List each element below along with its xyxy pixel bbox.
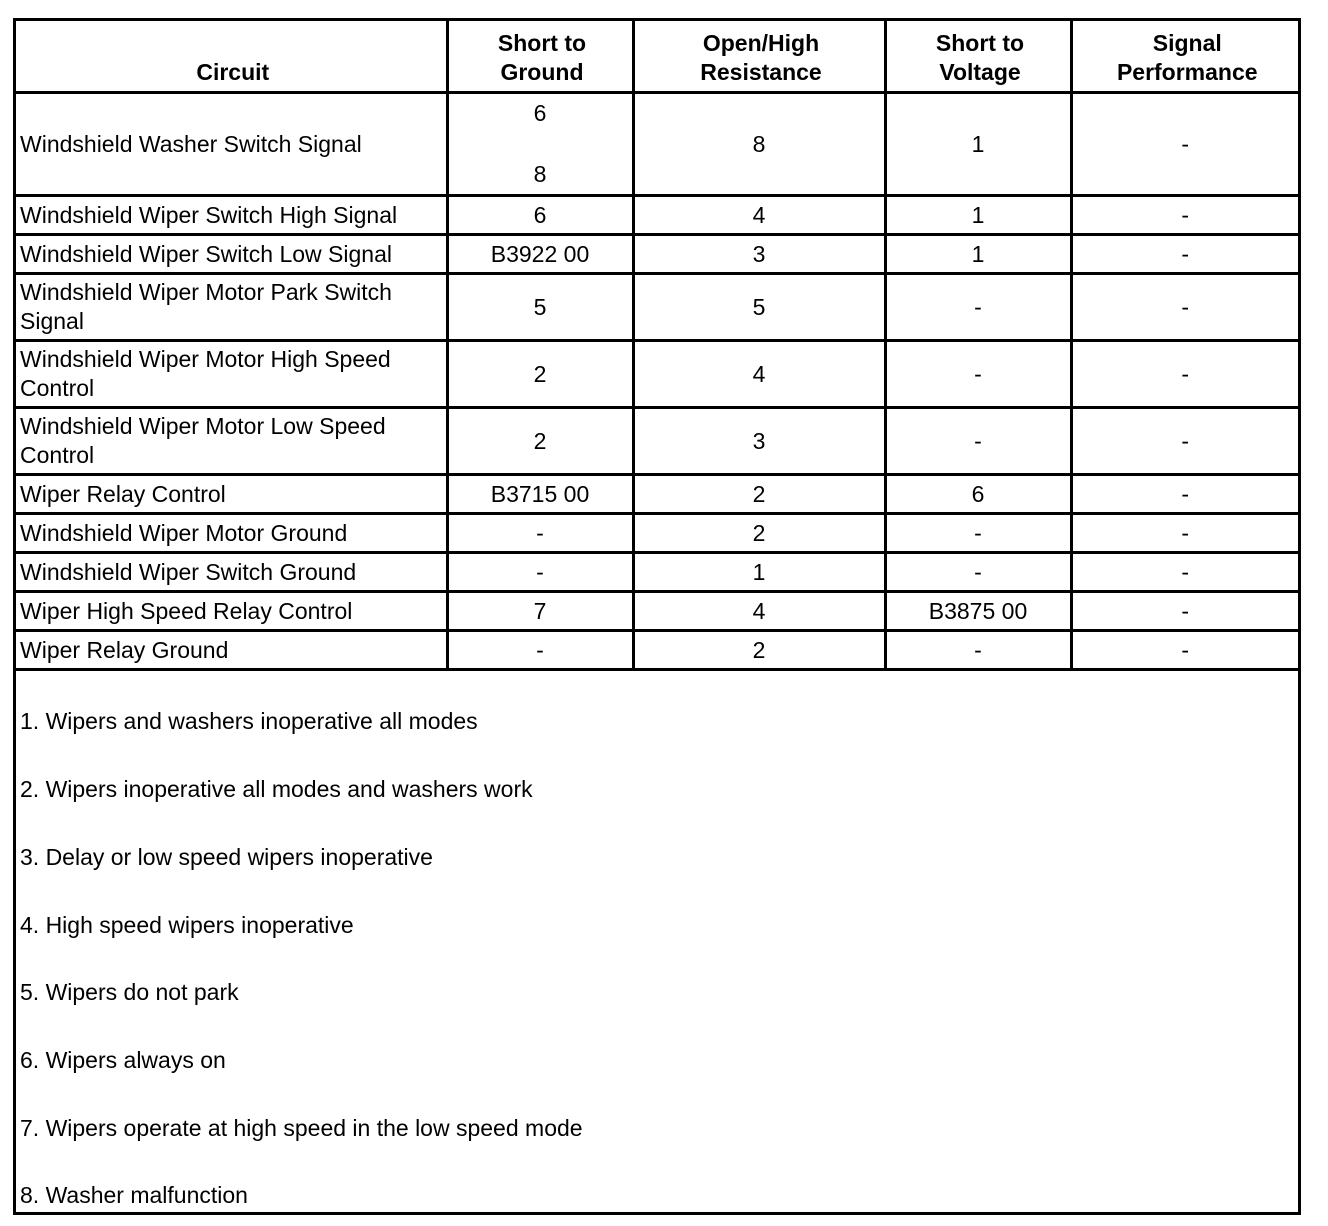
table-row — [16, 475, 1298, 514]
open-high-cell: 4 — [633, 592, 885, 631]
table-row — [16, 274, 1298, 341]
short-to-voltage-cell: - — [885, 274, 1071, 341]
short-to-ground-cell: 2 — [447, 408, 633, 475]
circuit-table — [16, 21, 1298, 671]
header-row — [16, 21, 1298, 93]
short-to-ground-cell: 6 8 — [447, 93, 633, 196]
signal-performance-cell: - — [1071, 93, 1298, 196]
header-signal-performance: Signal Performance — [1071, 21, 1298, 93]
short-to-voltage-cell: B3875 00 — [885, 592, 1071, 631]
short-to-ground-cell: - — [447, 514, 633, 553]
circuit-name: Windshield Wiper Motor Ground — [16, 514, 447, 553]
note-item: 3. Delay or low speed wipers inoperative — [20, 844, 433, 870]
open-high-cell: 2 — [633, 631, 885, 670]
table-row — [16, 514, 1298, 553]
open-high-cell: 5 — [633, 274, 885, 341]
short-to-ground-cell: B3715 00 — [447, 475, 633, 514]
short-to-voltage-cell: 1 — [885, 235, 1071, 274]
circuit-name: Windshield Wiper Motor Low Speed Control — [16, 408, 447, 475]
short-to-ground-cell: 7 — [447, 592, 633, 631]
header-short-to-ground: Short to Ground — [447, 21, 633, 93]
note-item: 2. Wipers inoperative all modes and washers work — [20, 776, 533, 802]
table-row — [16, 592, 1298, 631]
short-to-voltage-cell: - — [885, 514, 1071, 553]
circuit-name: Windshield Wiper Switch Ground — [16, 553, 447, 592]
circuit-name: Wiper High Speed Relay Control — [16, 592, 447, 631]
note-item: 5. Wipers do not park — [20, 979, 239, 1005]
open-high-cell: 4 — [633, 341, 885, 408]
short-to-voltage-cell: 1 — [885, 196, 1071, 235]
note-item: 7. Wipers operate at high speed in the low speed mode — [20, 1115, 583, 1141]
note-item: 6. Wipers always on — [20, 1047, 226, 1073]
short-to-ground-cell: B3922 00 — [447, 235, 633, 274]
signal-performance-cell: - — [1071, 553, 1298, 592]
table-row — [16, 553, 1298, 592]
circuit-name: Windshield Wiper Motor Park Switch Signal — [16, 274, 447, 341]
open-high-cell: 1 — [633, 553, 885, 592]
header-open-high-resistance: Open/High Resistance — [633, 21, 885, 93]
short-to-ground-cell: - — [447, 553, 633, 592]
symptom-notes — [16, 700, 1298, 1212]
circuit-name: Wiper Relay Control — [16, 475, 447, 514]
open-high-cell: 3 — [633, 235, 885, 274]
open-high-cell: 3 — [633, 408, 885, 475]
circuit-name: Windshield Wiper Motor High Speed Control — [16, 341, 447, 408]
short-to-voltage-cell: 6 — [885, 475, 1071, 514]
signal-performance-cell: - — [1071, 341, 1298, 408]
table-row — [16, 196, 1298, 235]
circuit-name: Wiper Relay Ground — [16, 631, 447, 670]
short-to-voltage-cell: - — [885, 408, 1071, 475]
open-high-cell: 2 — [633, 475, 885, 514]
header-circuit: Circuit — [16, 21, 447, 93]
circuit-name: Windshield Wiper Switch High Signal — [16, 196, 447, 235]
note-item: 4. High speed wipers inoperative — [20, 912, 354, 938]
open-high-cell: 2 — [633, 514, 885, 553]
signal-performance-cell: - — [1071, 235, 1298, 274]
short-to-ground-cell: - — [447, 631, 633, 670]
signal-performance-cell: - — [1071, 196, 1298, 235]
short-to-ground-cell: 5 — [447, 274, 633, 341]
diagnostic-table-sheet — [13, 18, 1301, 1215]
short-to-voltage-cell: - — [885, 631, 1071, 670]
note-item: 8. Washer malfunction — [20, 1182, 248, 1208]
short-to-ground-cell: 6 — [447, 196, 633, 235]
signal-performance-cell: - — [1071, 475, 1298, 514]
circuit-name: Windshield Washer Switch Signal — [16, 93, 447, 196]
open-high-cell: 8 — [633, 93, 885, 196]
signal-performance-cell: - — [1071, 514, 1298, 553]
short-to-voltage-cell: - — [885, 341, 1071, 408]
short-to-ground-cell: 2 — [447, 341, 633, 408]
header-short-to-voltage: Short to Voltage — [885, 21, 1071, 93]
short-to-voltage-cell: 1 — [885, 93, 1071, 196]
circuit-name: Windshield Wiper Switch Low Signal — [16, 235, 447, 274]
table-row — [16, 93, 1298, 196]
short-to-voltage-cell: - — [885, 553, 1071, 592]
table-row — [16, 235, 1298, 274]
signal-performance-cell: - — [1071, 274, 1298, 341]
table-row — [16, 408, 1298, 475]
signal-performance-cell: - — [1071, 631, 1298, 670]
note-item: 1. Wipers and washers inoperative all modes — [20, 708, 478, 734]
table-row — [16, 631, 1298, 670]
signal-performance-cell: - — [1071, 408, 1298, 475]
table-row — [16, 341, 1298, 408]
signal-performance-cell: - — [1071, 592, 1298, 631]
open-high-cell: 4 — [633, 196, 885, 235]
